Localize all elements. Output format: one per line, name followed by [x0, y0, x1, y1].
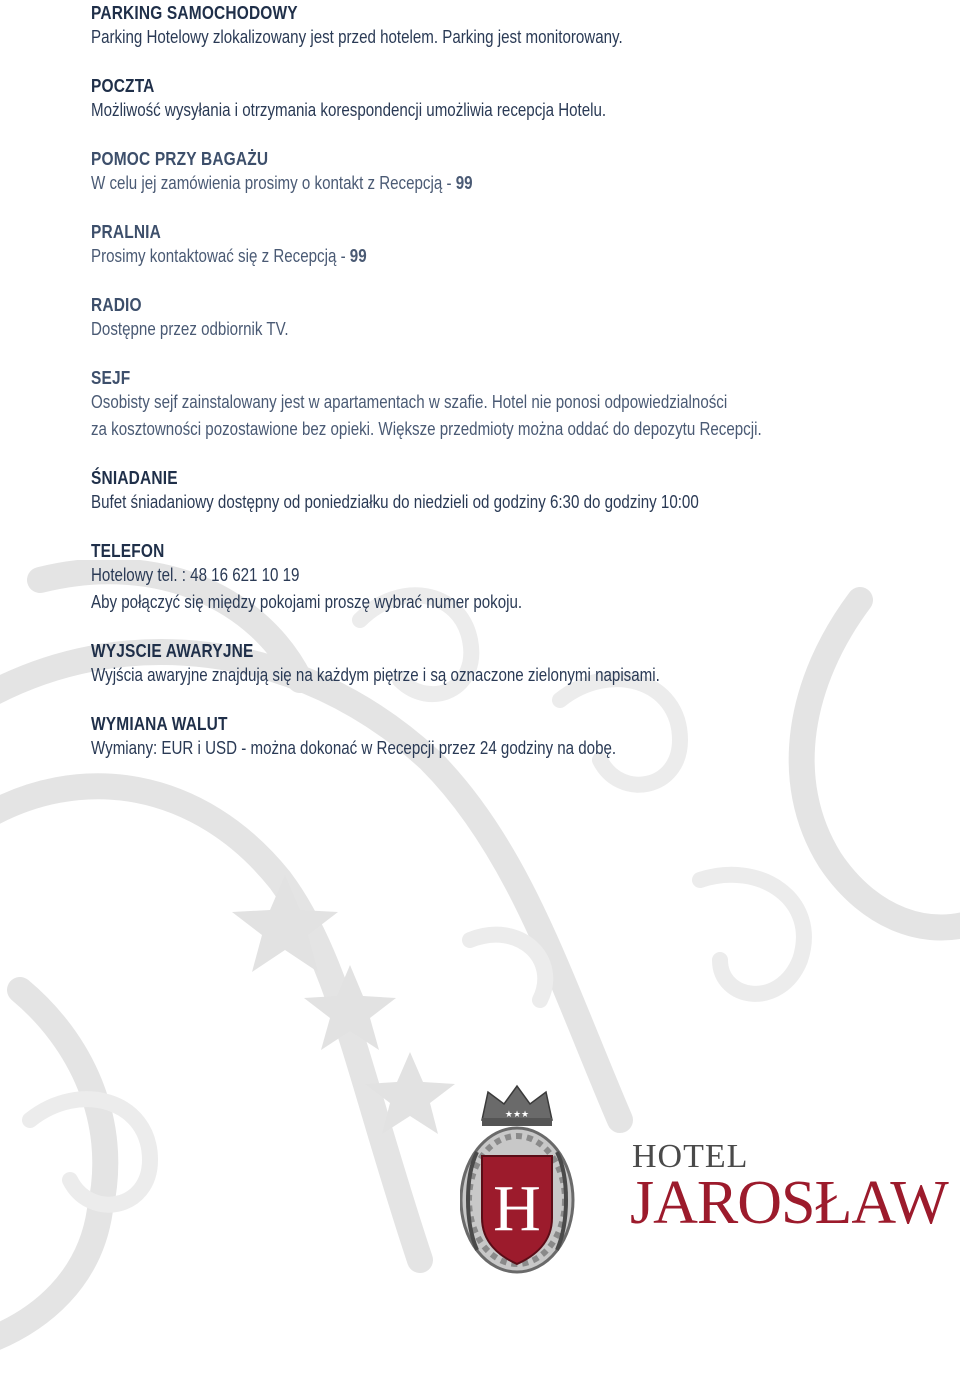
section-bagaz	[91, 148, 931, 197]
section-heading: ŚNIADANIE	[91, 468, 178, 488]
section-heading: WYJSCIE AWARYJNE	[91, 641, 254, 661]
section-heading: POCZTA	[91, 76, 155, 96]
section-sniadanie	[91, 467, 931, 516]
section-sejf	[91, 367, 931, 443]
extension-number: 99	[455, 173, 473, 193]
section-waluty	[91, 713, 931, 762]
section-parking	[91, 2, 931, 51]
section-heading: PRALNIA	[91, 222, 162, 242]
section-poczta	[91, 75, 931, 124]
section-text: Wymiany: EUR i USD - można dokonać w Recepcji przez 24 godziny na dobę.	[91, 738, 617, 758]
section-heading: RADIO	[91, 295, 142, 315]
section-text: Parking Hotelowy zlokalizowany jest przed hotelem. Parking jest monitorowany.	[91, 27, 623, 47]
text-part: W celu jej zamówienia prosimy o kontakt z Recepcją -	[91, 173, 456, 193]
section-text: Wyjścia awaryjne znajdują się na każdym piętrze i są oznaczone zielonymi napisami.	[91, 665, 660, 685]
section-text: Dostępne przez odbiornik TV.	[91, 319, 289, 339]
section-text: Możliwość wysyłania i otrzymania korespondencji umożliwia recepcja Hotelu.	[91, 100, 607, 120]
info-content	[91, 0, 931, 786]
logo-hotel-name: JAROSŁAW	[630, 1169, 948, 1237]
logo-hotel-word: HOTEL	[632, 1138, 749, 1175]
section-text: Osobisty sejf zainstalowany jest w apartamentach w szafie. Hotel nie ponosi odpowiedzialności	[91, 392, 728, 412]
crown-icon	[482, 1086, 552, 1126]
extension-number: 99	[349, 246, 367, 266]
section-heading: WYMIANA WALUT	[91, 714, 228, 734]
section-text	[91, 170, 797, 197]
section-pralnia	[91, 221, 931, 270]
section-text: Hotelowy tel. : 48 16 621 10 19	[91, 565, 300, 585]
shield-icon	[482, 1156, 552, 1264]
text-part: Prosimy kontaktować się z Recepcją -	[91, 246, 350, 266]
section-text	[91, 243, 797, 270]
section-heading: TELEFON	[91, 541, 165, 561]
section-text: Aby połączyć się między pokojami proszę wybrać numer pokoju.	[91, 592, 523, 612]
section-wyjscie	[91, 640, 931, 689]
section-telefon	[91, 540, 931, 616]
section-heading: SEJF	[91, 368, 131, 388]
section-heading: POMOC PRZY BAGAŻU	[91, 149, 269, 169]
section-heading: PARKING SAMOCHODOWY	[91, 3, 298, 23]
svg-text:★★★: ★★★	[504, 1110, 530, 1120]
section-radio	[91, 294, 931, 343]
section-text: Bufet śniadaniowy dostępny od poniedziałku do niedzieli od godziny 6:30 do godziny 10:00	[91, 492, 699, 512]
section-text: za kosztowności pozostawione bez opieki. Większe przedmioty można oddać do depozytu Recepcji.	[91, 419, 762, 439]
monogram-letter: H	[493, 1172, 541, 1245]
